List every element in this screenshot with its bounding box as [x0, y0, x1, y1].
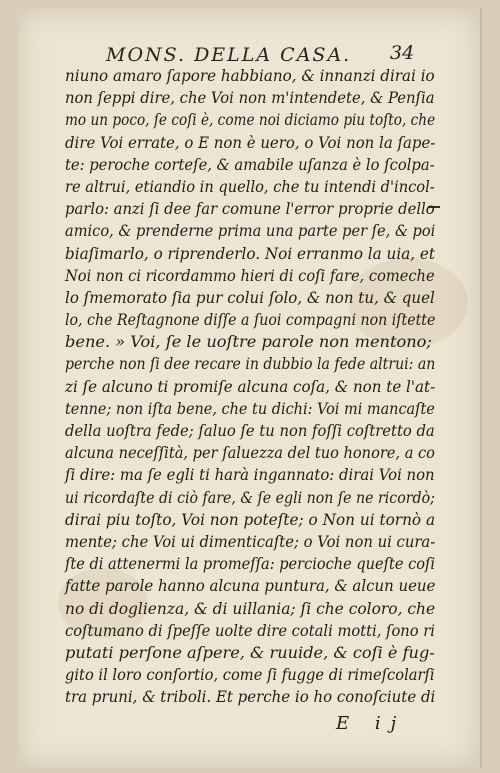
- text-line: niuno amaro ſapore habbiano, & innanzi dirai io: [65, 66, 435, 85]
- text-line: lo, che Reſtagnone diſſe a ſuoi compagni non iſtette: [65, 310, 436, 330]
- text-line: mente; che Voi ui dimenticaſte; o Voi non ui cura-: [65, 531, 436, 551]
- page-footer: [318, 713, 438, 737]
- text-line: coſtumano di ſpeſſe uolte dire cotali motti, ſono ri: [65, 620, 435, 640]
- text-line: putati perſone aſpere, & ruuide, & coſi è fug-: [65, 642, 435, 662]
- text-line: re altrui, etiandio in quello, che tu intendi d'incol-: [65, 176, 435, 196]
- page-number: 34: [390, 42, 415, 64]
- running-title: MONS. DELLA CASA.: [106, 44, 352, 66]
- text-line: dire Voi errate, o E non è uero, o Voi non la ſape-: [65, 132, 436, 152]
- text-line: te: peroche corteſe, & amabile uſanza è lo ſcolpa-: [65, 154, 435, 174]
- text-line: zi ſe alcuno ti promiſe alcuna coſa, & non te l'at-: [65, 376, 436, 396]
- text-line: ui ricordaſte di ciò fare, & ſe egli non ſe ne ricordò;: [65, 487, 435, 507]
- text-line: lo ſmemorato ſia pur colui ſolo, & non tu, & quel: [65, 287, 435, 307]
- text-line: non ſeppi dire, che Voi non m'intendete, & Penſia: [65, 88, 435, 108]
- book-page: [18, 8, 482, 768]
- text-line: no di doglienza, & di uillania; ſi che coloro, che: [65, 598, 436, 618]
- text-line: amico, & prenderne prima una parte per ſe, & poi: [65, 221, 436, 241]
- body-text: [65, 65, 435, 708]
- text-line: biaſimarlo, o riprenderlo. Noi erranmo la uia, et: [65, 243, 436, 263]
- text-line: mo un poco, ſe coſi è, come noi diciamo piu toſto, che: [65, 110, 436, 130]
- text-line: ſte di attenermi la promeſſa: percioche queſte coſi: [65, 554, 435, 574]
- text-line: Noi non ci ricordammo hieri di coſi fare, comeche: [65, 265, 435, 285]
- text-line: bene. » Voi, ſe le uoſtre parole non mentono;: [65, 332, 432, 352]
- text-line: parlo: anzi ſi dee far comune l'error proprie dello: [65, 199, 435, 219]
- text-line: fatte parole hanno alcuna puntura, & alcun ueue: [65, 576, 436, 596]
- text-line: perche non ſi dee recare in dubbio la fede altrui: an: [65, 354, 436, 374]
- text-line: della uoſtra fede; ſaluo ſe tu non foſſi coſtretto da: [65, 421, 435, 440]
- signature-mark: E ij: [336, 713, 407, 734]
- text-line: dirai piu toſto, Voi non poteſte; o Non ui tornò a: [65, 509, 436, 529]
- text-line: tenne; non iſta bene, che tu dichi: Voi mi mancaſte: [65, 398, 435, 418]
- text-line: ſi dire: ma ſe egli ti harà ingannato: dirai Voi non: [65, 465, 435, 485]
- text-line: tra pruni, & triboli. Et perche io ho conoſciute di: [65, 687, 436, 707]
- text-line: alcuna neceſſità, per ſaluezza del tuo honore, a co: [65, 443, 435, 463]
- page-header: [88, 38, 468, 68]
- text-line: gito il loro conſortio, come ſi fugge di rimeſcolarſi: [65, 665, 435, 685]
